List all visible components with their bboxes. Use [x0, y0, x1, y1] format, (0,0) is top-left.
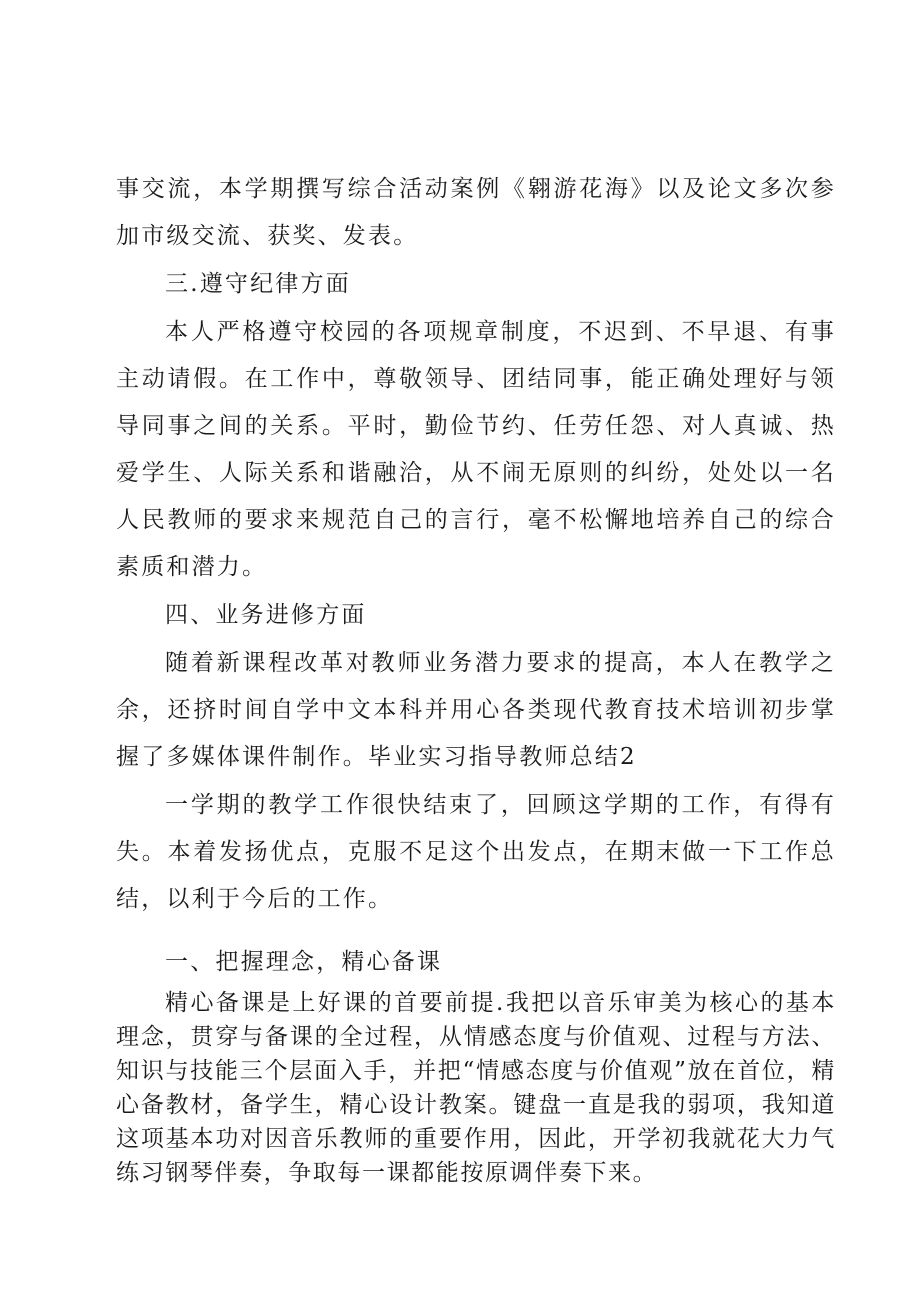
paragraph-semester-summary: 一学期的教学工作很快结束了，回顾这学期的工作，有得有失。本着发扬优点，克服不足这个出发点，在期末做一下工作总结，以利于今后的工作。 — [116, 792, 836, 912]
document-page — [116, 166, 836, 1190]
heading-lesson-prep: 一、把握理念，精心备课 — [165, 949, 443, 975]
paragraph-study: 随着新课程改革对教师业务潜力要求的提高，本人在教学之余，还挤时间自学中文本科并用心各类现代教育技术培训初步掌握了多媒体课件制作。毕业实习指导教师总结2 — [116, 650, 836, 770]
paragraph-lesson-prep: 精心备课是上好课的首要前提.我把以音乐审美为核心的基本理念，贯穿与备课的全过程，从情感态度与价值观、过程与方法、知识与技能三个层面入手，并把“情感态度与价值观”放在首位，精心备教材，备学生，精心设计教案。键盘一直是我的弱项，我知道这项基本功对因音乐教师的重要作用，因此，开学初我就花大力气练习钢琴伴奏，争取每一课都能按原调伴奏下来。 — [116, 990, 836, 1186]
heading-discipline: 三.遵守纪律方面 — [165, 271, 351, 297]
paragraph-exchange: 事交流，本学期撰写综合活动案例《翱游花海》以及论文多次参加市级交流、获奖、发表。 — [116, 176, 836, 249]
heading-study: 四、业务进修方面 — [165, 602, 367, 628]
paragraph-discipline: 本人严格遵守校园的各项规章制度，不迟到、不早退、有事主动请假。在工作中，尊敬领导、团结同事，能正确处理好与领导同事之间的关系。平时，勤俭节约、任劳任怨、对人真诚、热爱学生、人际关系和谐融洽，从不闹无原则的纠纷，处处以一名人民教师的要求来规范自己的言行，毫不松懈地培养自己的综合素质和潜力。 — [116, 319, 836, 580]
